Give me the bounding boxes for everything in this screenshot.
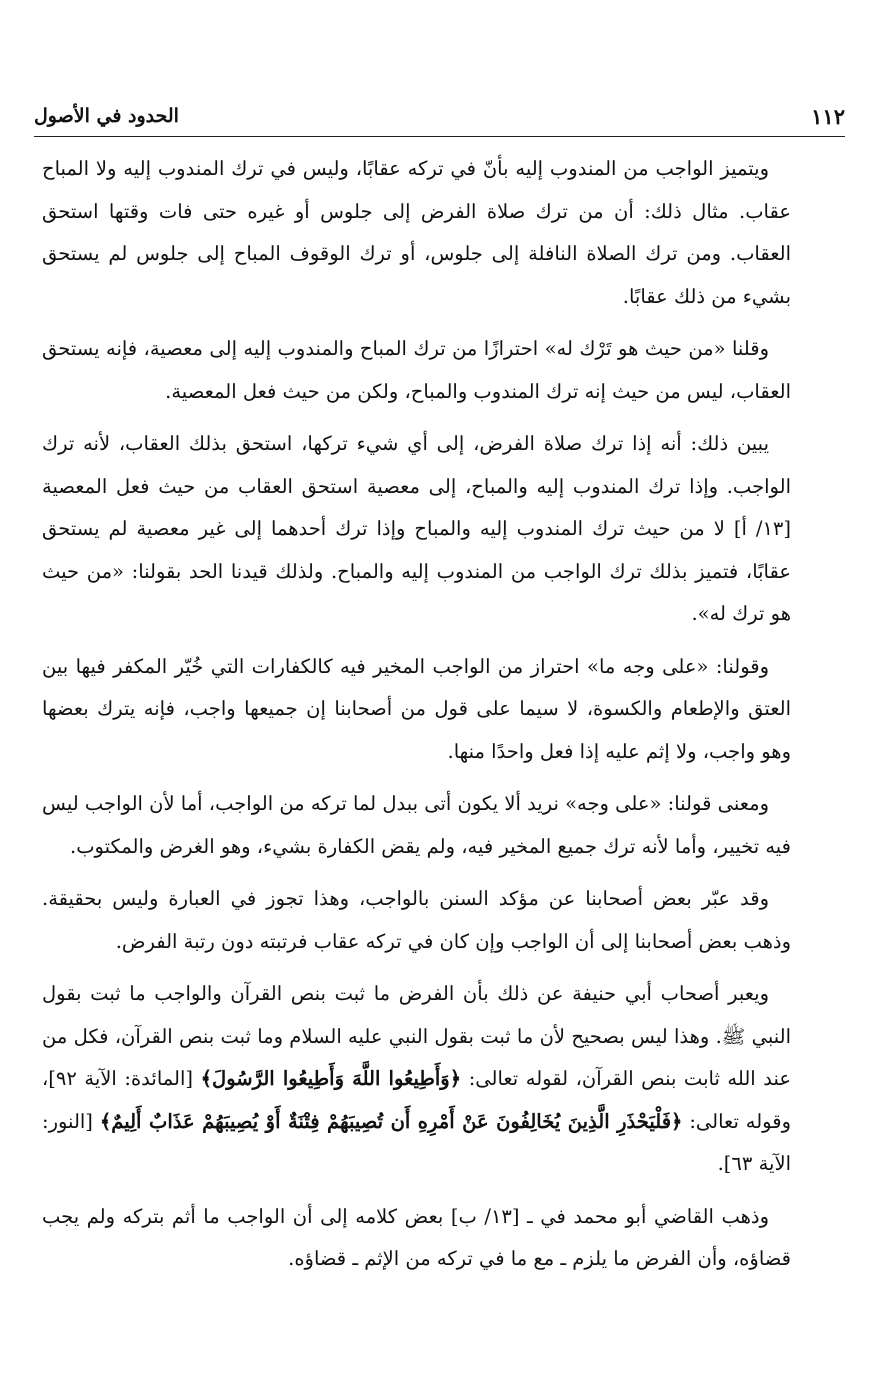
- paragraph: وقلنا «من حيث هو تَرْك له» احترازًا من ترك المباح والمندوب إليه إلى معصية، فإنه يستحق العقاب، ليس من حيث إنه ترك المندوب والمباح، ولكن من حيث فعل المعصية.: [42, 337, 791, 403]
- paragraph: وقد عبّر بعض أصحابنا عن مؤكد السنن بالواجب، وهذا تجوز في العبارة وليس بحقيقة. وذهب بعض أصحابنا إلى أن الواجب وإن كان في تركه عقاب فرتبته دون رتبة الفرض.: [42, 887, 791, 953]
- paragraph: ويتميز الواجب من المندوب إليه بأنّ في تركه عقابًا، وليس في ترك المندوب إليه ولا المباح عقاب. مثال ذلك: أن من ترك صلاة الفرض إلى جلوس أو غيره حتى فات وقتها استحق العقاب. ومن ترك الصلاة النافلة إلى جلوس، أو ترك الوقوف المباح إلى جلوس لم يستحق بشيء من ذلك عقابًا.: [42, 157, 791, 308]
- paragraph-text: ويعبر أصحاب أبي حنيفة عن ذلك بأن الفرض ما ثبت بنص القرآن والواجب ما ثبت بقول النبي ﷺ. وهذا ليس بصحيح لأن ما ثبت بقول النبي عليه السلام وما ثبت بنص القرآن، فكل من عند الله ثابت بنص القرآن، لقوله تعالى:: [42, 982, 792, 1090]
- paragraph: [42, 973, 791, 1186]
- running-title: الحدود في الأصول: [34, 105, 179, 127]
- paragraph: وقولنا: «على وجه ما» احتراز من الواجب المخير فيه كالكفارات التي خُيّر المكفر فيها بين العتق والإطعام والكسوة، لا سيما على قول من أصحابنا إن جميعها واجب، فإنه يترك بعضها وهو واجب، ولا إثم عليه إذا فعل واحدًا منها.: [42, 654, 791, 763]
- verse-citation: [المائدة: الآية ٩٢]، وقوله تعالى:: [42, 1067, 791, 1133]
- page-number: ١١٢: [811, 103, 845, 129]
- page-header: [34, 96, 845, 137]
- quran-verse: ﴿فَلْيَحْذَرِ الَّذِينَ يُخَالِفُونَ عَنْ أَمْرِهِ أَن تُصِيبَهُمْ فِتْنَةٌ أَوْ يُصِيبَهُمْ عَذَابٌ أَلِيمٌ﴾: [99, 1109, 683, 1133]
- verse-citation: [النور: الآية ٦٣].: [42, 1109, 791, 1175]
- page-body: [42, 148, 791, 1291]
- paragraph: ومعنى قولنا: «على وجه» نريد ألا يكون أتى ببدل لما تركه من الواجب، أما لأن الواجب ليس فيه تخيير، وأما لأنه ترك جميع المخير فيه، ولم يقض الكفارة بشيء، وهو الغرض والمكتوب.: [42, 792, 791, 858]
- paragraph: يبين ذلك: أنه إذا ترك صلاة الفرض، إلى أي شيء تركها، استحق بذلك العقاب، لأنه ترك الواجب. وإذا ترك المندوب إليه والمباح، إلى معصية استحق العقاب من حيث فعل المعصية [١٣/ أ] لا من حيث ترك المندوب إليه والمباح وإذا ترك أحدهما إلى غير معصية لم يستحق عقابًا، فتميز بذلك ترك الواجب من المندوب إليه والمباح. ولذلك قيدنا الحد بقولنا: «من حيث هو ترك له».: [42, 432, 791, 625]
- quran-verse: ﴿وَأَطِيعُوا اللَّهَ وَأَطِيعُوا الرَّسُولَ﴾: [200, 1067, 462, 1090]
- paragraph: وذهب القاضي أبو محمد في ـ [١٣/ ب] بعض كلامه إلى أن الواجب ما أثم بتركه ولم يجب قضاؤه، وأن الفرض ما يلزم ـ مع ما في تركه من الإثم ـ قضاؤه.: [42, 1204, 791, 1270]
